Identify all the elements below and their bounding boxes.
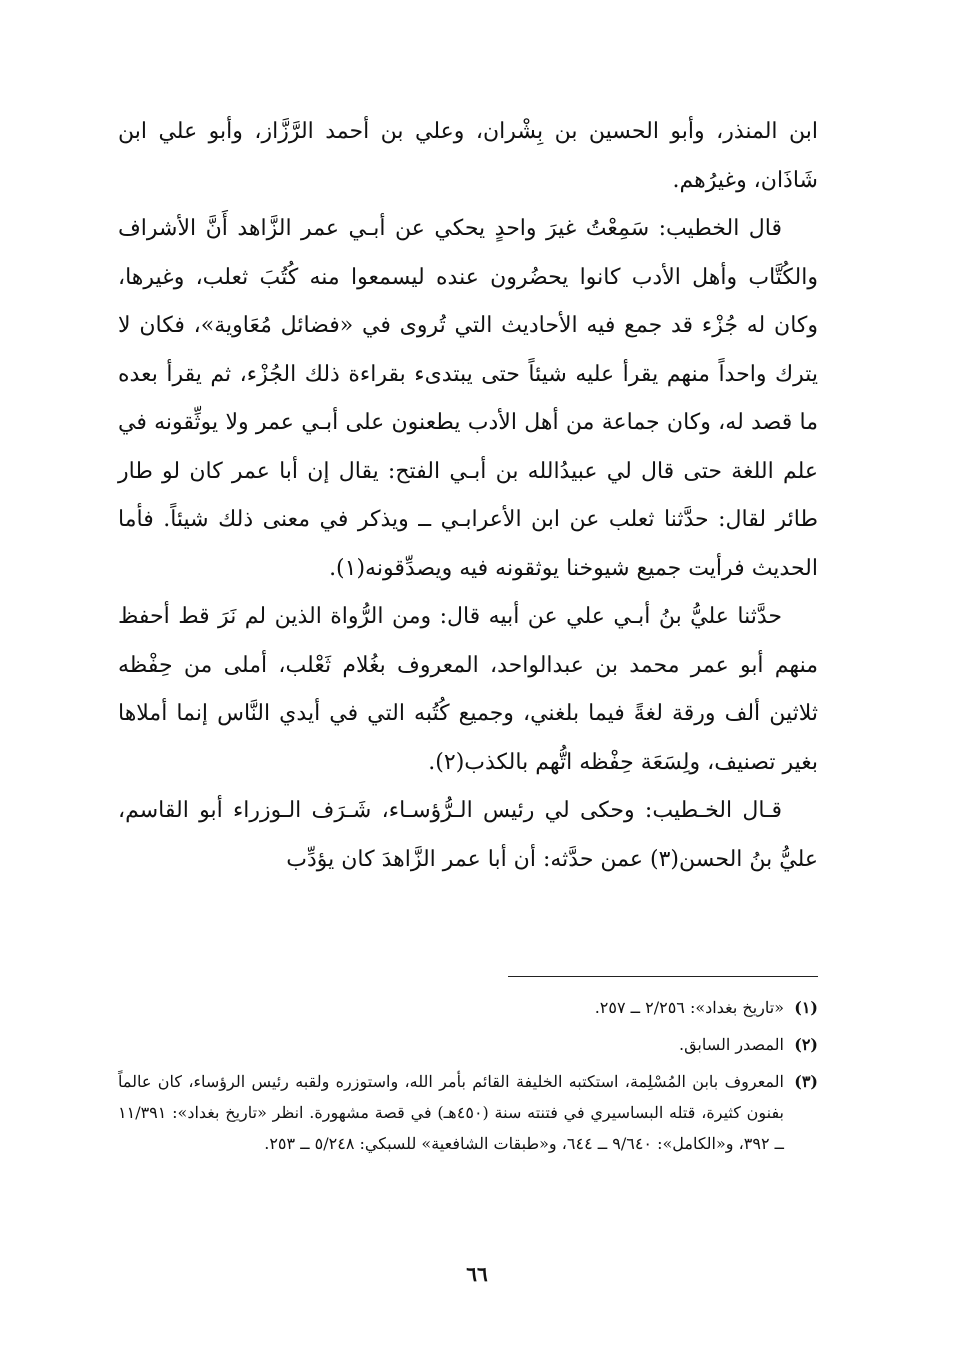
- footnote: [118, 1066, 818, 1159]
- footnote-text: «تاريخ بغداد»: ٢/٢٥٦ ــ ٢٥٧.: [594, 998, 784, 1017]
- footnote-text: المصدر السابق.: [678, 1035, 784, 1054]
- footnote-number: (١): [794, 998, 818, 1017]
- footnote: [118, 1029, 818, 1060]
- footnote-divider: [508, 976, 818, 977]
- book-page: [118, 108, 818, 1153]
- paragraph: حدَّثنا عليُّ بنُ أبـي علي عن أبيه قال: ومن الرُّواة الذين لم نَرَ قط أحفظ منهم أبو عمر محمد بن عبدالواحد، المعروف بغُلام ثَعْلب، أملى من حِفْظه ثلاثين ألف ورقة لغةً فيما بلغني، وجميع كُتُبه التي في أيدي النَّاس إنما أملاها بغير تصنيف، ولِسَعَة حِفْظه اتُّهم بالكذب(٢).: [118, 604, 818, 775]
- paragraph: قال الخطيب: سَمِعْتُ غيرَ واحدٍ يحكي عن أبـي عمر الزَّاهد أَنَّ الأشراف والكُتَّاب وأهل الأدب كانوا يحضُرون عنده ليسمعوا منه كُتُبَ ثعلب، وغيرها، وكان له جُزْء قد جمع فيه الأحاديث التي تُروى في «فضائل مُعَاوية»، فكان لا يترك واحداً منهم يقرأ عليه شيئاً حتى يبتدىء بقراءة ذلك الجُزْء، ثم يقرأ بعده ما قصد له، وكان جماعة من أهل الأدب يطعنون على أبـي عمر ولا يوثِّقونه في علم اللغة حتى قال لي عبيدُالله بن أبـي الفتح: يقال إن أبا عمر كان لو طار طائر لقال: حدَّثنا ثعلب عن ابن الأعرابـي ــ ويذكر في معنى ذلك شيئاً. فأما الحديث فرأيت جميع شيوخنا يوثقونه فيه ويصدِّقونه(١).: [118, 216, 818, 581]
- footnotes: [118, 992, 818, 1165]
- paragraph-continuation: ابن المنذر، وأبو الحسين بن بِشْران، وعلي بن أحمد الرَّزَّاز، وأبو علي ابن شَاذَان، وغيرُهم.: [118, 119, 818, 193]
- main-text: [118, 108, 818, 884]
- footnote: [118, 992, 818, 1023]
- page-number: ٦٦: [466, 1262, 488, 1286]
- paragraph: قـال الخـطيب: وحكى لي رئيس الـرُّؤسـاء، شَـرَف الـوزراء أبو القاسم، عليُّ بنُ الحسن(٣) عمن حدَّثه: أن أبا عمر الزَّاهدَ كان يؤدِّب: [118, 798, 818, 872]
- footnote-text: المعروف بابن المُسْلِمة، استكتبه الخليفة القائم بأمر الله، واستوزره ولقبه رئيس الرؤساء، كان عالماً بفنون كثيرة، قتله البساسيري في فتنته سنة (٤٥٠هـ) في قصة مشهورة. انظر «تاريخ بغداد»: ١١/٣٩١ ــ ٣٩٢، و«الكامل»: ٩/٦٤٠ ــ ٦٤٤، و«طبقات الشافعية» للسبكي: ٥/٢٤٨ ــ ٢٥٣.: [118, 1072, 785, 1153]
- footnote-number: (٢): [794, 1035, 818, 1054]
- footnote-number: (٣): [794, 1072, 818, 1091]
